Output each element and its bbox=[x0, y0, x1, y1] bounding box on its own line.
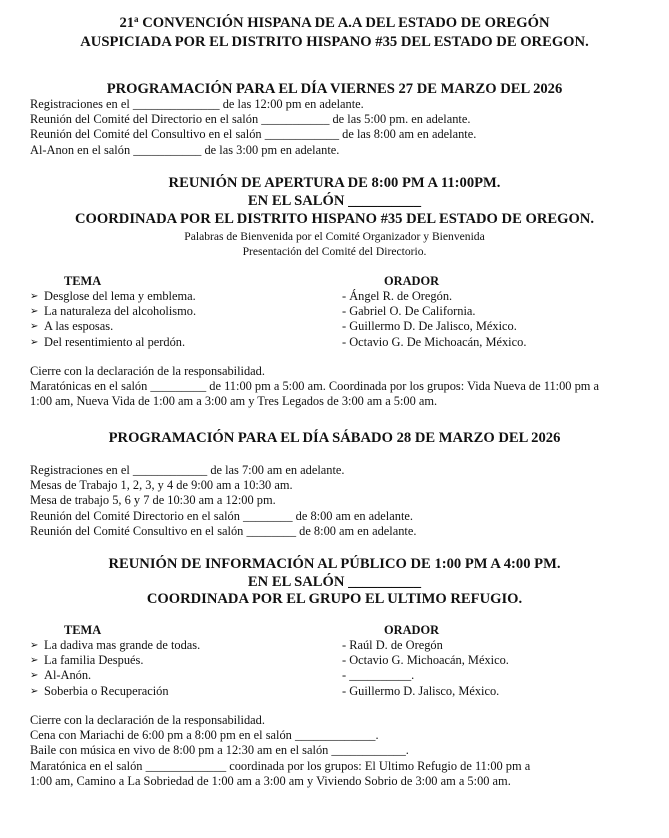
saturday-list bbox=[30, 463, 650, 539]
list-item: ➢ Desglose del lema y emblema. bbox=[30, 289, 196, 303]
list-item: ➢ La familia Después. bbox=[30, 653, 144, 668]
list-item: - Octavio G. Michoacán, México. bbox=[342, 653, 509, 668]
list-item: ➢ A las esposas. bbox=[30, 319, 114, 334]
list-item: Registraciones en el ______________ de las 12:00 pm en adelante. bbox=[30, 97, 364, 111]
orador-header: ORADOR bbox=[384, 623, 440, 637]
arrow-bullet-icon: ➢ bbox=[30, 321, 39, 333]
list-item: - Gabriel O. De California. bbox=[342, 304, 476, 319]
list-item: Registraciones en el ____________ de las 7:00 am en adelante. bbox=[30, 463, 345, 477]
opening-presentation: Presentación del Comité del Directorio. bbox=[242, 245, 427, 258]
list-item: ➢ Del resentimiento al perdón. bbox=[30, 334, 186, 349]
arrow-bullet-icon: ➢ bbox=[30, 640, 39, 651]
list-item: - Guillermo D. Jalisco, México. bbox=[342, 683, 500, 698]
friday-title: PROGRAMACIÓN PARA EL DÍA VIERNES 27 DE MARZO DEL 2026 bbox=[106, 81, 563, 97]
ordinal-suffix: a bbox=[134, 14, 139, 24]
opening-closing bbox=[30, 364, 650, 410]
tema-header: TEMA bbox=[64, 274, 102, 288]
list-item: Reunión del Comité Directorio en el salón ________ de 8:00 am en adelante. bbox=[30, 508, 413, 523]
tema-column bbox=[30, 274, 196, 350]
public-title: REUNIÓN DE INFORMACIÓN AL PÚBLICO DE 1:00 PM A 4:00 PM. bbox=[108, 556, 561, 572]
orador-header: ORADOR bbox=[384, 274, 440, 288]
list-item: Baile con música en vivo de 8:00 pm a 12:30 am en el salón ____________. bbox=[30, 743, 409, 758]
list-item: Reunión del Comité del Consultivo en el salón ____________ de las 8:00 am en adelante. bbox=[30, 127, 477, 142]
orador-column bbox=[342, 623, 509, 699]
list-item: Cierre con la declaración de la responsabilidad. bbox=[30, 713, 265, 727]
list-item: Maratónicas en el salón _________ de 11:00 pm a 5:00 am. Coordinada por los grupos: Vida Nueva de 11:00 pm a bbox=[30, 379, 599, 394]
public-coordinator: COORDINADA POR EL GRUPO EL ULTIMO REFUGIO. bbox=[146, 591, 523, 607]
list-item: Mesa de trabajo 5, 6 y 7 de 10:30 am a 12:00 pm. bbox=[30, 493, 276, 508]
list-item: - Ángel R. de Oregón. bbox=[342, 289, 453, 303]
sponsor-line: AUSPICIADA POR EL DISTRITO HISPANO #35 DEL ESTADO DE OREGON. bbox=[80, 34, 589, 50]
opening-speakers-table bbox=[30, 274, 630, 364]
friday-list bbox=[30, 97, 650, 158]
public-speakers-table bbox=[30, 623, 630, 713]
list-item: Reunión del Comité del Directorio en el salón ___________ de las 5:00 pm. en adelante. bbox=[30, 112, 471, 127]
tema-column bbox=[30, 623, 200, 699]
list-item: 1:00 am, Camino a La Sobriedad de 1:00 am a 3:00 am y Viviendo Sobrio de 3:00 am a 5:00 am. bbox=[30, 773, 511, 788]
list-item: Cierre con la declaración de la responsabilidad. bbox=[30, 364, 265, 378]
convention-title bbox=[0, 15, 669, 32]
list-item: - __________. bbox=[342, 668, 415, 683]
public-closing bbox=[30, 713, 650, 789]
list-item: ➢ La dadiva mas grande de todas. bbox=[30, 638, 201, 652]
list-item: 1:00 am, Nueva Vida de 1:00 am a 3:00 am y Tres Legados de 3:00 am a 5:00 am. bbox=[30, 394, 438, 409]
orador-column bbox=[342, 274, 526, 350]
saturday-title: PROGRAMACIÓN PARA EL DÍA SÁBADO 28 DE MARZO DEL 2026 bbox=[108, 430, 561, 446]
list-item: - Octavio G. De Michoacán, México. bbox=[342, 334, 527, 349]
list-item: Cena con Mariachi de 6:00 pm a 8:00 pm en el salón _____________. bbox=[30, 728, 379, 743]
list-item: - Raúl D. de Oregón bbox=[342, 638, 443, 652]
public-room: EN EL SALÓN __________ bbox=[247, 574, 422, 590]
convention-number: 21 bbox=[119, 15, 135, 31]
opening-coordinator: COORDINADA POR EL DISTRITO HISPANO #35 DEL ESTADO DE OREGON. bbox=[75, 211, 594, 227]
arrow-bullet-icon: ➢ bbox=[30, 291, 39, 302]
list-item: Reunión del Comité Consultivo en el salón ________ de 8:00 am en adelante. bbox=[30, 523, 417, 538]
opening-title: REUNIÓN DE APERTURA DE 8:00 PM A 11:00PM. bbox=[168, 175, 501, 191]
arrow-bullet-icon: ➢ bbox=[30, 685, 39, 697]
arrow-bullet-icon: ➢ bbox=[30, 306, 39, 318]
list-item: Al-Anon en el salón ___________ de las 3:00 pm en adelante. bbox=[30, 142, 340, 157]
arrow-bullet-icon: ➢ bbox=[30, 336, 39, 348]
list-item: ➢ La naturaleza del alcoholismo. bbox=[30, 304, 197, 319]
opening-room: EN EL SALÓN __________ bbox=[247, 193, 422, 209]
list-item: ➢ Al-Anón. bbox=[30, 668, 92, 683]
list-item: - Guillermo D. De Jalisco, México. bbox=[342, 319, 517, 334]
list-item: ➢ Soberbia o Recuperación bbox=[30, 683, 169, 698]
list-item: Maratónica en el salón _____________ coordinada por los grupos: El Ultimo Refugio de 11:00 pm a bbox=[30, 758, 531, 773]
arrow-bullet-icon: ➢ bbox=[30, 670, 39, 682]
list-item: Mesas de Trabajo 1, 2, 3, y 4 de 9:00 am a 10:30 am. bbox=[30, 478, 293, 493]
convention-name: CONVENCIÓN HISPANA DE A.A DEL ESTADO DE OREGÓN bbox=[138, 15, 550, 31]
arrow-bullet-icon: ➢ bbox=[30, 655, 39, 667]
opening-welcome: Palabras de Bienvenida por el Comité Organizador y Bienvenida bbox=[184, 230, 485, 243]
tema-header: TEMA bbox=[64, 623, 102, 637]
